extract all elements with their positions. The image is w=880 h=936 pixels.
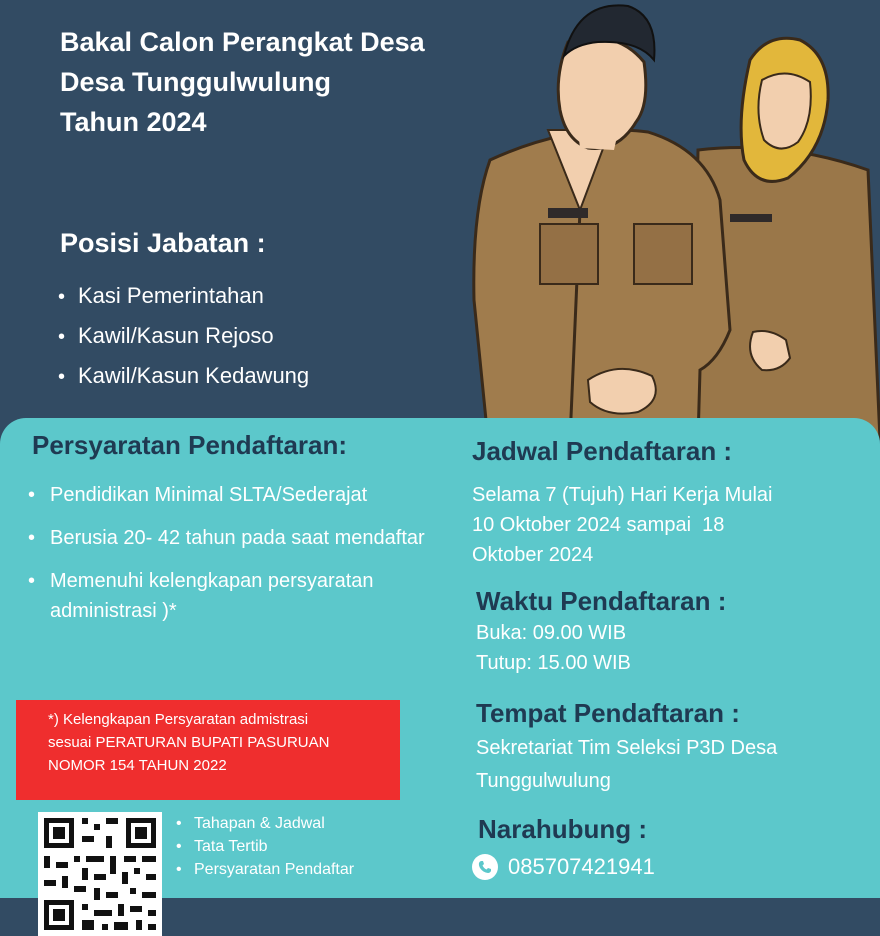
schedule-text — [472, 480, 772, 570]
schedule-line-2: 10 Oktober 2024 sampai 18 — [472, 514, 725, 536]
schedule-heading: Jadwal Pendaftaran : — [472, 436, 733, 466]
phone-number: 085707421941 — [508, 854, 655, 879]
positions-list — [58, 280, 309, 400]
qr-link-item: • Tahapan & Jadwal — [176, 812, 354, 835]
place-text — [476, 732, 777, 798]
title-line-3: Tahun 2024 — [60, 107, 207, 137]
whatsapp-icon — [472, 854, 498, 880]
qr-link-item: • Tata Tertib — [176, 835, 354, 858]
title-line-2: Desa Tunggulwulung — [60, 67, 331, 97]
officials-illustration — [468, 0, 880, 440]
position-item: • Kasi Pemerintahan — [58, 280, 309, 320]
position-item: • Kawil/Kasun Kedawung — [58, 360, 309, 400]
note-line-3: NOMOR 154 TAHUN 2022 — [48, 757, 227, 774]
time-text — [476, 618, 631, 678]
place-line-1: Sekretariat Tim Seleksi P3D Desa — [476, 737, 778, 759]
positions-heading: Posisi Jabatan : — [60, 228, 266, 258]
requirement-item: • Pendidikan Minimal SLTA/Sederajat — [26, 480, 466, 510]
qr-code[interactable] — [38, 812, 162, 936]
qr-link-item: • Persyaratan Pendaftar — [176, 858, 354, 881]
time-heading: Waktu Pendaftaran : — [476, 586, 727, 616]
note-line-1: *) Kelengkapan Persyaratan admistrasi — [48, 711, 309, 728]
note-line-2: sesuai PERATURAN BUPATI PASURUAN — [48, 734, 330, 751]
qr-links-list — [176, 812, 354, 881]
requirements-list — [26, 480, 466, 639]
requirements-note — [16, 700, 400, 800]
close-time: Tutup: 15.00 WIB — [476, 652, 631, 674]
contact-phone[interactable] — [472, 854, 655, 880]
man-figure — [474, 5, 730, 440]
requirement-item: • Memenuhi kelengkapan persyaratan administrasi )* — [26, 566, 466, 626]
contact-heading: Narahubung : — [478, 814, 647, 844]
requirement-item: • Berusia 20- 42 tahun pada saat mendaftar — [26, 523, 466, 553]
position-item: • Kawil/Kasun Rejoso — [58, 320, 309, 360]
place-heading: Tempat Pendaftaran : — [476, 698, 740, 728]
poster-title — [60, 22, 425, 142]
schedule-line-3: Oktober 2024 — [472, 544, 594, 566]
title-line-1: Bakal Calon Perangkat Desa — [60, 27, 425, 57]
open-time: Buka: 09.00 WIB — [476, 622, 627, 644]
schedule-line-1: Selama 7 (Tujuh) Hari Kerja Mulai — [472, 484, 773, 506]
place-line-2: Tunggulwulung — [476, 770, 611, 792]
requirements-heading: Persyaratan Pendaftaran: — [32, 430, 348, 460]
